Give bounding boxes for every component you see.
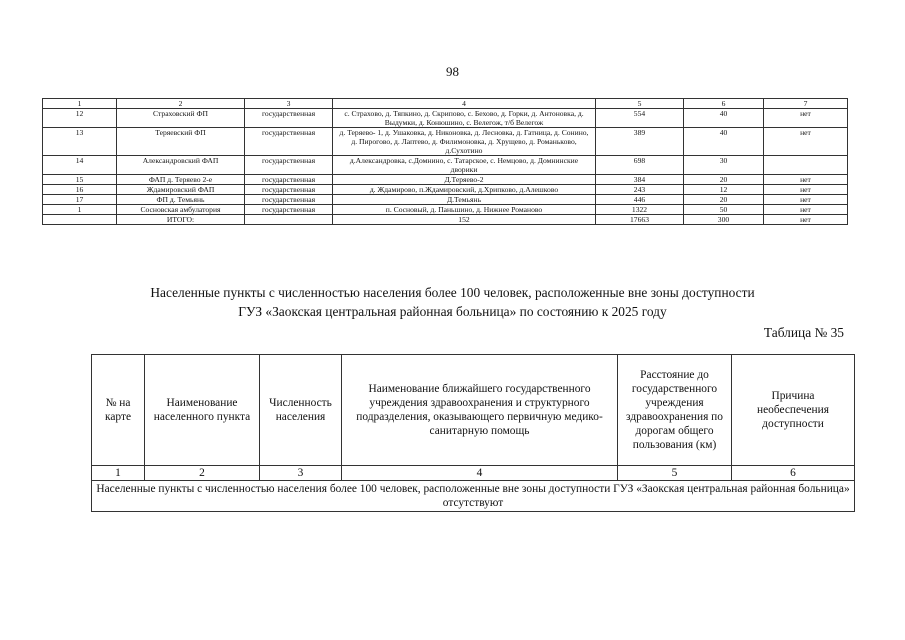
table-label: Таблица № 35 bbox=[763, 325, 844, 340]
total-label: ИТОГО: bbox=[117, 215, 245, 225]
facility-name: Александровский ФАП bbox=[117, 156, 245, 175]
header-cell-settlement: Наименование населенного пункта bbox=[145, 355, 260, 466]
column-number: 4 bbox=[342, 466, 618, 481]
table-row bbox=[43, 205, 848, 215]
section-heading-line-1: Населенные пункты с численностью населения более 100 человек, расположенные вне зоны доступности bbox=[150, 285, 755, 300]
result: нет bbox=[764, 195, 848, 205]
ownership-form: государственная bbox=[245, 128, 333, 156]
table-row bbox=[43, 185, 848, 195]
table-row bbox=[43, 195, 848, 205]
column-number: 6 bbox=[732, 466, 855, 481]
served-settlements: Д.Теряево-2 bbox=[333, 175, 596, 185]
result: нет bbox=[764, 109, 848, 128]
ownership-form: государственная bbox=[245, 205, 333, 215]
population: 243 bbox=[596, 185, 684, 195]
total-result: нет bbox=[764, 215, 848, 225]
distance: 20 bbox=[684, 175, 764, 185]
row-number: 17 bbox=[43, 195, 117, 205]
table-row bbox=[43, 128, 848, 156]
row-number: 13 bbox=[43, 128, 117, 156]
header-cell-facility: Наименование ближайшего государственного учреждения здравоохранения и структурного подразделения, оказывающего первичную медико-санитарную помощь bbox=[342, 355, 618, 466]
column-number: 3 bbox=[260, 466, 342, 481]
header-cell: 3 bbox=[245, 99, 333, 109]
out-of-reach-table bbox=[91, 354, 855, 512]
table-row bbox=[43, 175, 848, 185]
result: нет bbox=[764, 175, 848, 185]
population: 698 bbox=[596, 156, 684, 175]
column-number: 1 bbox=[92, 466, 145, 481]
row-number: 16 bbox=[43, 185, 117, 195]
header-cell: 2 bbox=[117, 99, 245, 109]
facility-name: Теряевский ФП bbox=[117, 128, 245, 156]
header-cell: 4 bbox=[333, 99, 596, 109]
distance: 30 bbox=[684, 156, 764, 175]
served-settlements: д. Ждамирово, п.Ждамировский, д.Хрипково, д.Алешково bbox=[333, 185, 596, 195]
served-settlements: д. Теряево- 1, д. Ушаковка, д. Никоновка, д. Лесновка, д. Гатница, д. Сонино, д. Пирогово, д. Лаптево, д. Филимоновка, д. Хрущево, д. Романьково, д.Сухотино bbox=[333, 128, 596, 156]
ownership-form: государственная bbox=[245, 109, 333, 128]
distance: 12 bbox=[684, 185, 764, 195]
page-number: 98 bbox=[446, 64, 459, 79]
facility-name: ФАП д. Теряево 2-е bbox=[117, 175, 245, 185]
ownership-form: государственная bbox=[245, 156, 333, 175]
total-row bbox=[43, 215, 848, 225]
header-cell: 5 bbox=[596, 99, 684, 109]
ownership-form: государственная bbox=[245, 195, 333, 205]
facility-name: ФП д. Темьянь bbox=[117, 195, 245, 205]
header-cell-reason: Причина необеспечения доступности bbox=[732, 355, 855, 466]
result: нет bbox=[764, 185, 848, 195]
row-number: 14 bbox=[43, 156, 117, 175]
header-cell-population: Численность населения bbox=[260, 355, 342, 466]
result bbox=[764, 156, 848, 175]
no-data-note: Населенные пункты с численностью населения более 100 человек, расположенные вне зоны доступности ГУЗ «Заокская центральная районная больница» отсутствуют bbox=[92, 481, 855, 512]
population: 554 bbox=[596, 109, 684, 128]
total-population: 17663 bbox=[596, 215, 684, 225]
facility-name: Сосновская амбулатория bbox=[117, 205, 245, 215]
population: 446 bbox=[596, 195, 684, 205]
section-heading-line-2: ГУЗ «Заокская центральная районная больница» по состоянию к 2025 году bbox=[238, 304, 667, 319]
table-row bbox=[43, 156, 848, 175]
facility-name: Ждамировский ФАП bbox=[117, 185, 245, 195]
facilities-table bbox=[42, 98, 848, 225]
population: 1322 bbox=[596, 205, 684, 215]
row-number: 15 bbox=[43, 175, 117, 185]
header-cell-map-number: № на карте bbox=[92, 355, 145, 466]
facility-name: Страховский ФП bbox=[117, 109, 245, 128]
facilities-table-header-row bbox=[43, 99, 848, 109]
out-of-reach-header-row bbox=[92, 355, 855, 466]
column-number: 2 bbox=[145, 466, 260, 481]
header-cell: 7 bbox=[764, 99, 848, 109]
distance: 20 bbox=[684, 195, 764, 205]
total-distance: 300 bbox=[684, 215, 764, 225]
header-cell: 6 bbox=[684, 99, 764, 109]
result: нет bbox=[764, 128, 848, 156]
population: 384 bbox=[596, 175, 684, 185]
served-settlements: Д.Темьянь bbox=[333, 195, 596, 205]
ownership-form: государственная bbox=[245, 175, 333, 185]
served-settlements: п. Сосновый, д. Паньшино, д. Нижнее Романово bbox=[333, 205, 596, 215]
distance: 40 bbox=[684, 128, 764, 156]
served-settlements: с. Страхово, д. Тяпкино, д. Скрипово, с. Бехово, д. Горки, д. Антоновка, д. Выдумки, д. Конюшино, с. Велегож, т/б Велегож bbox=[333, 109, 596, 128]
result: нет bbox=[764, 205, 848, 215]
header-cell-distance: Расстояние до государственного учреждения здравоохранения по дорогам общего пользования (км) bbox=[618, 355, 732, 466]
empty-cell bbox=[43, 215, 117, 225]
total-settlements: 152 bbox=[333, 215, 596, 225]
distance: 50 bbox=[684, 205, 764, 215]
column-number: 5 bbox=[618, 466, 732, 481]
population: 389 bbox=[596, 128, 684, 156]
column-number-row bbox=[92, 466, 855, 481]
table-row bbox=[43, 109, 848, 128]
header-cell: 1 bbox=[43, 99, 117, 109]
row-number: 12 bbox=[43, 109, 117, 128]
empty-cell bbox=[245, 215, 333, 225]
row-number: 1 bbox=[43, 205, 117, 215]
no-data-row bbox=[92, 481, 855, 512]
ownership-form: государственная bbox=[245, 185, 333, 195]
served-settlements: д.Александровка, с.Домнино, с. Татарское, с. Немцово, д. Домнинские дворики bbox=[333, 156, 596, 175]
distance: 40 bbox=[684, 109, 764, 128]
